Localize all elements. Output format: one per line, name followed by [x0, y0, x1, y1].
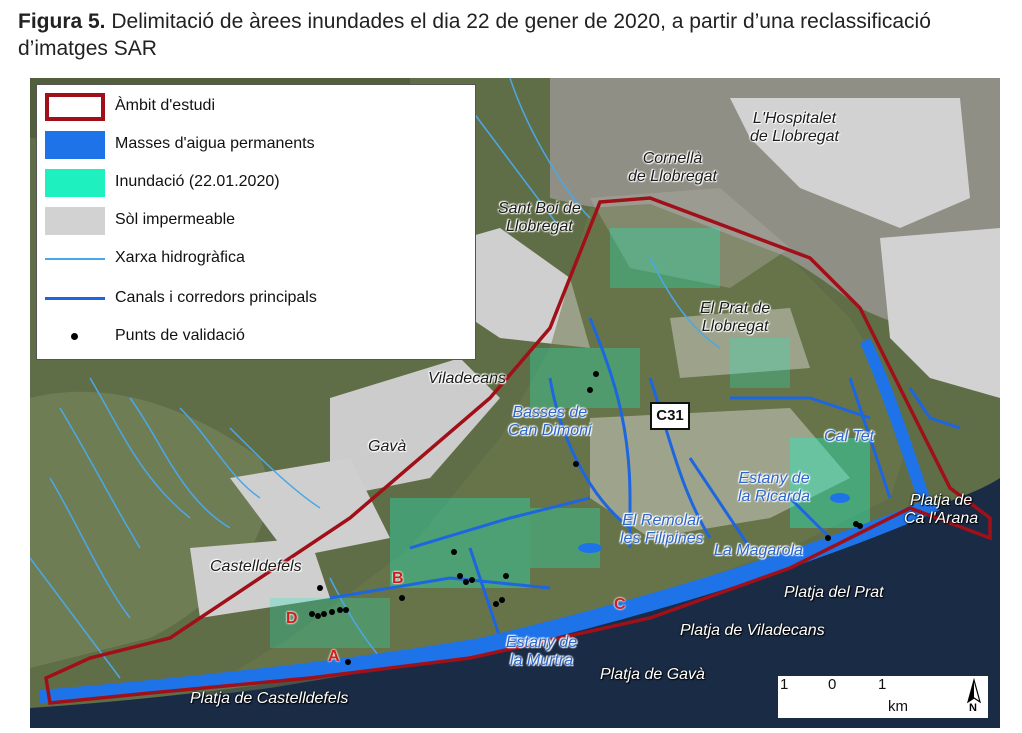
legend-swatch-study-area	[45, 93, 105, 121]
map-legend	[36, 84, 476, 360]
legend-swatch-hydro	[45, 258, 105, 260]
water-ricarda	[830, 493, 850, 503]
legend-row-study-area	[37, 89, 475, 125]
legend-label: Masses d'aigua permanents	[115, 135, 315, 152]
legend-swatch-impervious	[45, 207, 105, 235]
beach-castelldefels: Platja de Castelldefels	[190, 690, 349, 707]
place-hospitalet: L'Hospitalet de Llobregat	[750, 110, 839, 145]
scale-tick-1-right: 1	[878, 676, 887, 693]
legend-swatch-permanent-water	[45, 131, 105, 159]
validation-letter-a: A	[328, 648, 340, 665]
place-basses: Basses de Can Dimoni	[508, 404, 592, 439]
validation-letter-c: C	[614, 596, 626, 613]
place-murtra: Estany de la Murtra	[506, 634, 578, 669]
legend-row-validation	[37, 319, 475, 355]
figure-caption-text: Delimitació de àrees inundades el dia 22 de gener de 2020, a partir d’una reclassificació d’imatges SAR	[18, 10, 931, 60]
beach-viladecans: Platja de Viladecans	[680, 622, 825, 639]
place-magarola: La Magarola	[714, 542, 803, 559]
legend-row-canals	[37, 281, 475, 317]
scale-unit: km	[888, 698, 908, 715]
scale-tick-0: 0	[828, 676, 837, 693]
place-viladecans: Viladecans	[428, 370, 506, 387]
legend-label: Canals i corredors principals	[115, 289, 317, 306]
place-gava: Gavà	[368, 438, 407, 455]
validation-letter-b: B	[392, 570, 404, 587]
place-caltet: Cal Tet	[824, 428, 875, 445]
legend-swatch-flood	[45, 169, 105, 197]
legend-label: Inundació (22.01.2020)	[115, 173, 280, 190]
north-arrow	[960, 676, 988, 718]
legend-swatch-canals	[45, 297, 105, 300]
legend-label: Punts de validació	[115, 327, 245, 344]
place-ricarda: Estany de la Ricarda	[738, 470, 811, 505]
flood-map[interactable]	[30, 78, 1000, 728]
figure-caption	[18, 8, 1003, 62]
place-santboi: Sant Boi de Llobregat	[498, 200, 581, 235]
beach-ca-l-arana: Platja de Ca l'Arana	[904, 492, 979, 527]
beach-gava: Platja de Gavà	[600, 666, 705, 683]
scale-bar	[778, 676, 968, 718]
north-label: N	[969, 702, 977, 714]
legend-label: Sòl impermeable	[115, 211, 236, 228]
place-castelldefels: Castelldefels	[210, 558, 302, 575]
legend-label: Àmbit d'estudi	[115, 97, 215, 114]
validation-letter-d: D	[286, 610, 298, 627]
place-remolar: El Remolar les Filipines	[620, 512, 704, 547]
water-remolar	[578, 543, 602, 553]
figure-label: Figura 5.	[18, 10, 106, 33]
legend-swatch-validation	[71, 333, 78, 340]
legend-row-permanent-water	[37, 127, 475, 163]
legend-label: Xarxa hidrogràfica	[115, 249, 245, 266]
legend-row-hydro	[37, 241, 475, 277]
place-elprat: El Prat de Llobregat	[700, 300, 771, 335]
place-cornella: Cornellà de Llobregat	[628, 150, 717, 185]
beach-prat: Platja del Prat	[784, 584, 884, 601]
road-label-c31: C31	[650, 402, 690, 430]
legend-row-impervious	[37, 203, 475, 239]
legend-row-flood	[37, 165, 475, 201]
scale-tick-1-left: 1	[780, 676, 789, 693]
